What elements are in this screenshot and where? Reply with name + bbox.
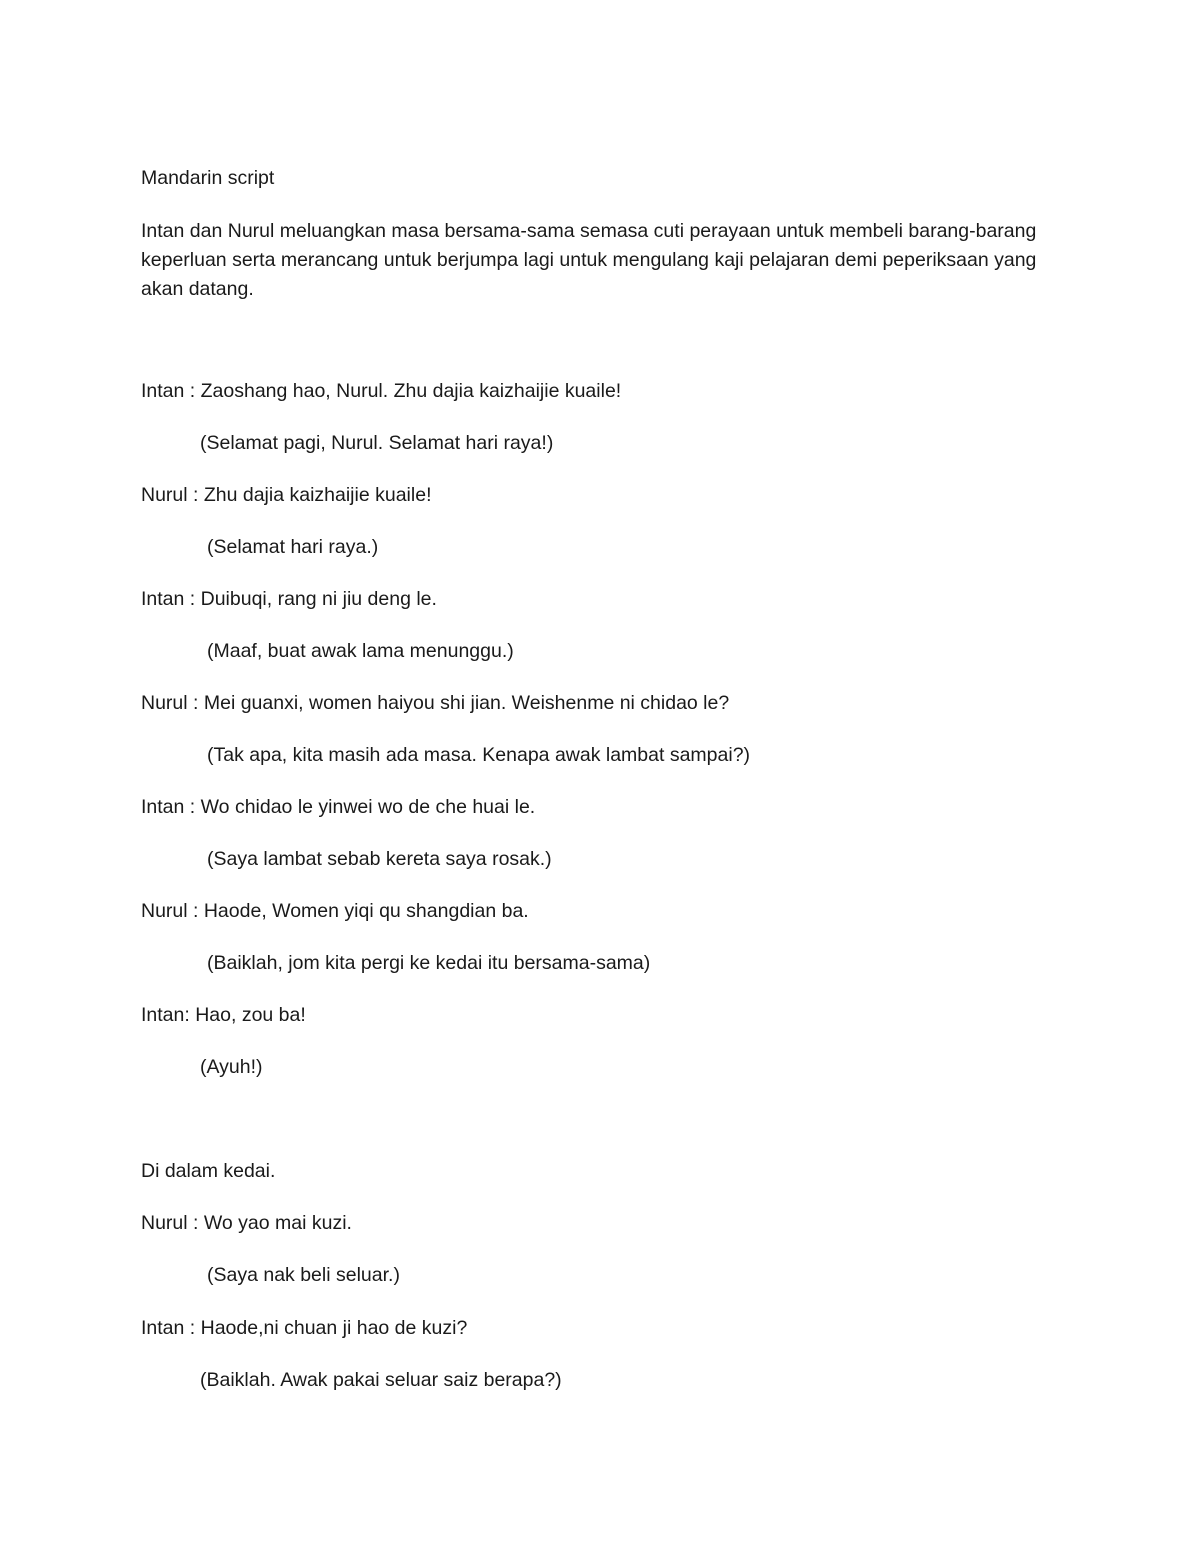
- intro-paragraph: Intan dan Nurul meluangkan masa bersama-sama semasa cuti perayaan untuk membeli barang-barang keperluan serta merancang untuk berjumpa lagi untuk mengulang kaji pelajaran demi peperiksaan yang akan datang.: [141, 220, 1037, 300]
- dialogue-line-intan: Intan : Haode,ni chuan ji hao de kuzi?: [141, 1317, 468, 1339]
- translation-line: (Selamat pagi, Nurul. Selamat hari raya!): [200, 432, 554, 454]
- translation-line: (Saya nak beli seluar.): [207, 1264, 400, 1286]
- translation-line: (Selamat hari raya.): [207, 536, 379, 558]
- scene-heading: Di dalam kedai.: [141, 1160, 276, 1182]
- translation-line: (Tak apa, kita masih ada masa. Kenapa awak lambat sampai?): [207, 744, 751, 766]
- dialogue-line-intan: Intan : Wo chidao le yinwei wo de che huai le.: [141, 796, 536, 818]
- dialogue-line-nurul: Nurul : Haode, Women yiqi qu shangdian ba.: [141, 900, 529, 922]
- document-title: Mandarin script: [141, 167, 275, 189]
- translation-line: (Saya lambat sebab kereta saya rosak.): [207, 848, 552, 870]
- dialogue-line-nurul: Nurul : Wo yao mai kuzi.: [141, 1212, 352, 1234]
- dialogue-line-nurul: Nurul : Mei guanxi, women haiyou shi jian. Weishenme ni chidao le?: [141, 692, 730, 714]
- dialogue-line-intan: Intan: Hao, zou ba!: [141, 1004, 306, 1026]
- dialogue-line-nurul: Nurul : Zhu dajia kaizhaijie kuaile!: [141, 484, 432, 506]
- translation-line: (Baiklah, jom kita pergi ke kedai itu bersama-sama): [207, 952, 651, 974]
- translation-line: (Maaf, buat awak lama menunggu.): [207, 640, 514, 662]
- dialogue-line-intan: Intan : Duibuqi, rang ni jiu deng le.: [141, 588, 437, 610]
- translation-line: (Ayuh!): [200, 1056, 263, 1078]
- translation-line: (Baiklah. Awak pakai seluar saiz berapa?): [200, 1369, 562, 1391]
- dialogue-line-intan: Intan : Zaoshang hao, Nurul. Zhu dajia kaizhaijie kuaile!: [141, 380, 622, 402]
